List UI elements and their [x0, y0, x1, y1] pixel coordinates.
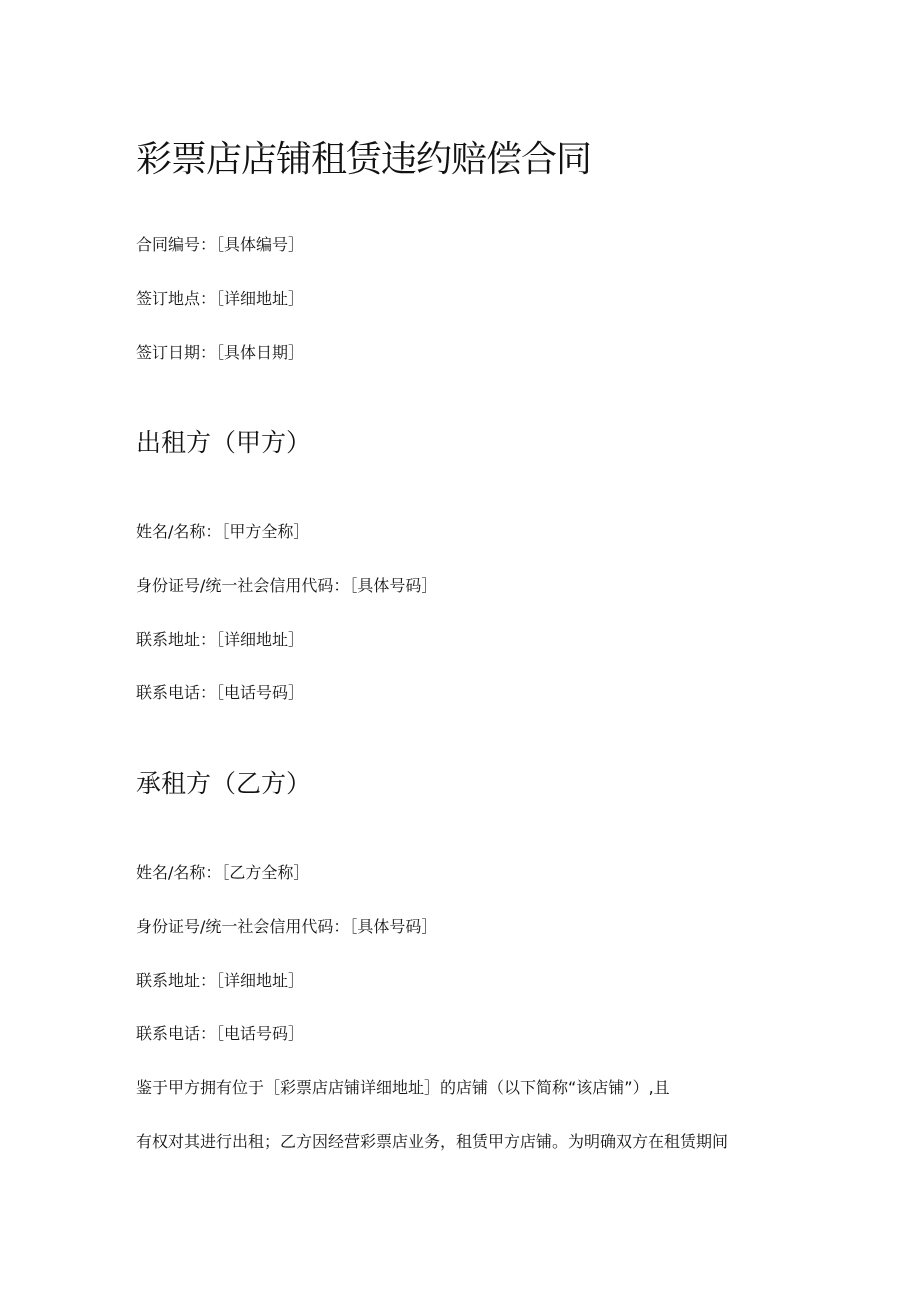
- lessor-heading: 出租方（甲方）: [136, 428, 312, 457]
- lessee-name-line: 姓名/名称：［乙方全称］: [136, 863, 310, 882]
- lessor-id-line: 身份证号/统一社会信用代码：［具体号码］: [136, 576, 438, 595]
- preamble-line-2: 有权对其进行出租；乙方因经营彩票店业务，租赁甲方店铺。为明确双方在租赁期间: [136, 1132, 729, 1151]
- signing-date-line: 签订日期：［具体日期］: [136, 343, 305, 362]
- lessor-name-line: 姓名/名称：［甲方全称］: [136, 522, 310, 541]
- signing-place-line: 签订地点：［详细地址］: [136, 289, 305, 308]
- lessee-id-line: 身份证号/统一社会信用代码：［具体号码］: [136, 917, 438, 936]
- preamble-line-1: 鉴于甲方拥有位于［彩票店店铺详细地址］的店铺（以下简称“该店铺”）,且: [136, 1078, 670, 1097]
- lessor-address-line: 联系地址：［详细地址］: [136, 630, 305, 649]
- lessor-phone-line: 联系电话：［电话号码］: [136, 683, 305, 702]
- lessee-address-line: 联系地址：［详细地址］: [136, 971, 305, 990]
- contract-number-line: 合同编号：［具体编号］: [136, 235, 305, 254]
- lessee-phone-line: 联系电话：［电话号码］: [136, 1024, 305, 1043]
- lessee-heading: 承租方（乙方）: [136, 769, 312, 798]
- document-title: 彩票店店铺租赁违约赔偿合同: [136, 139, 592, 180]
